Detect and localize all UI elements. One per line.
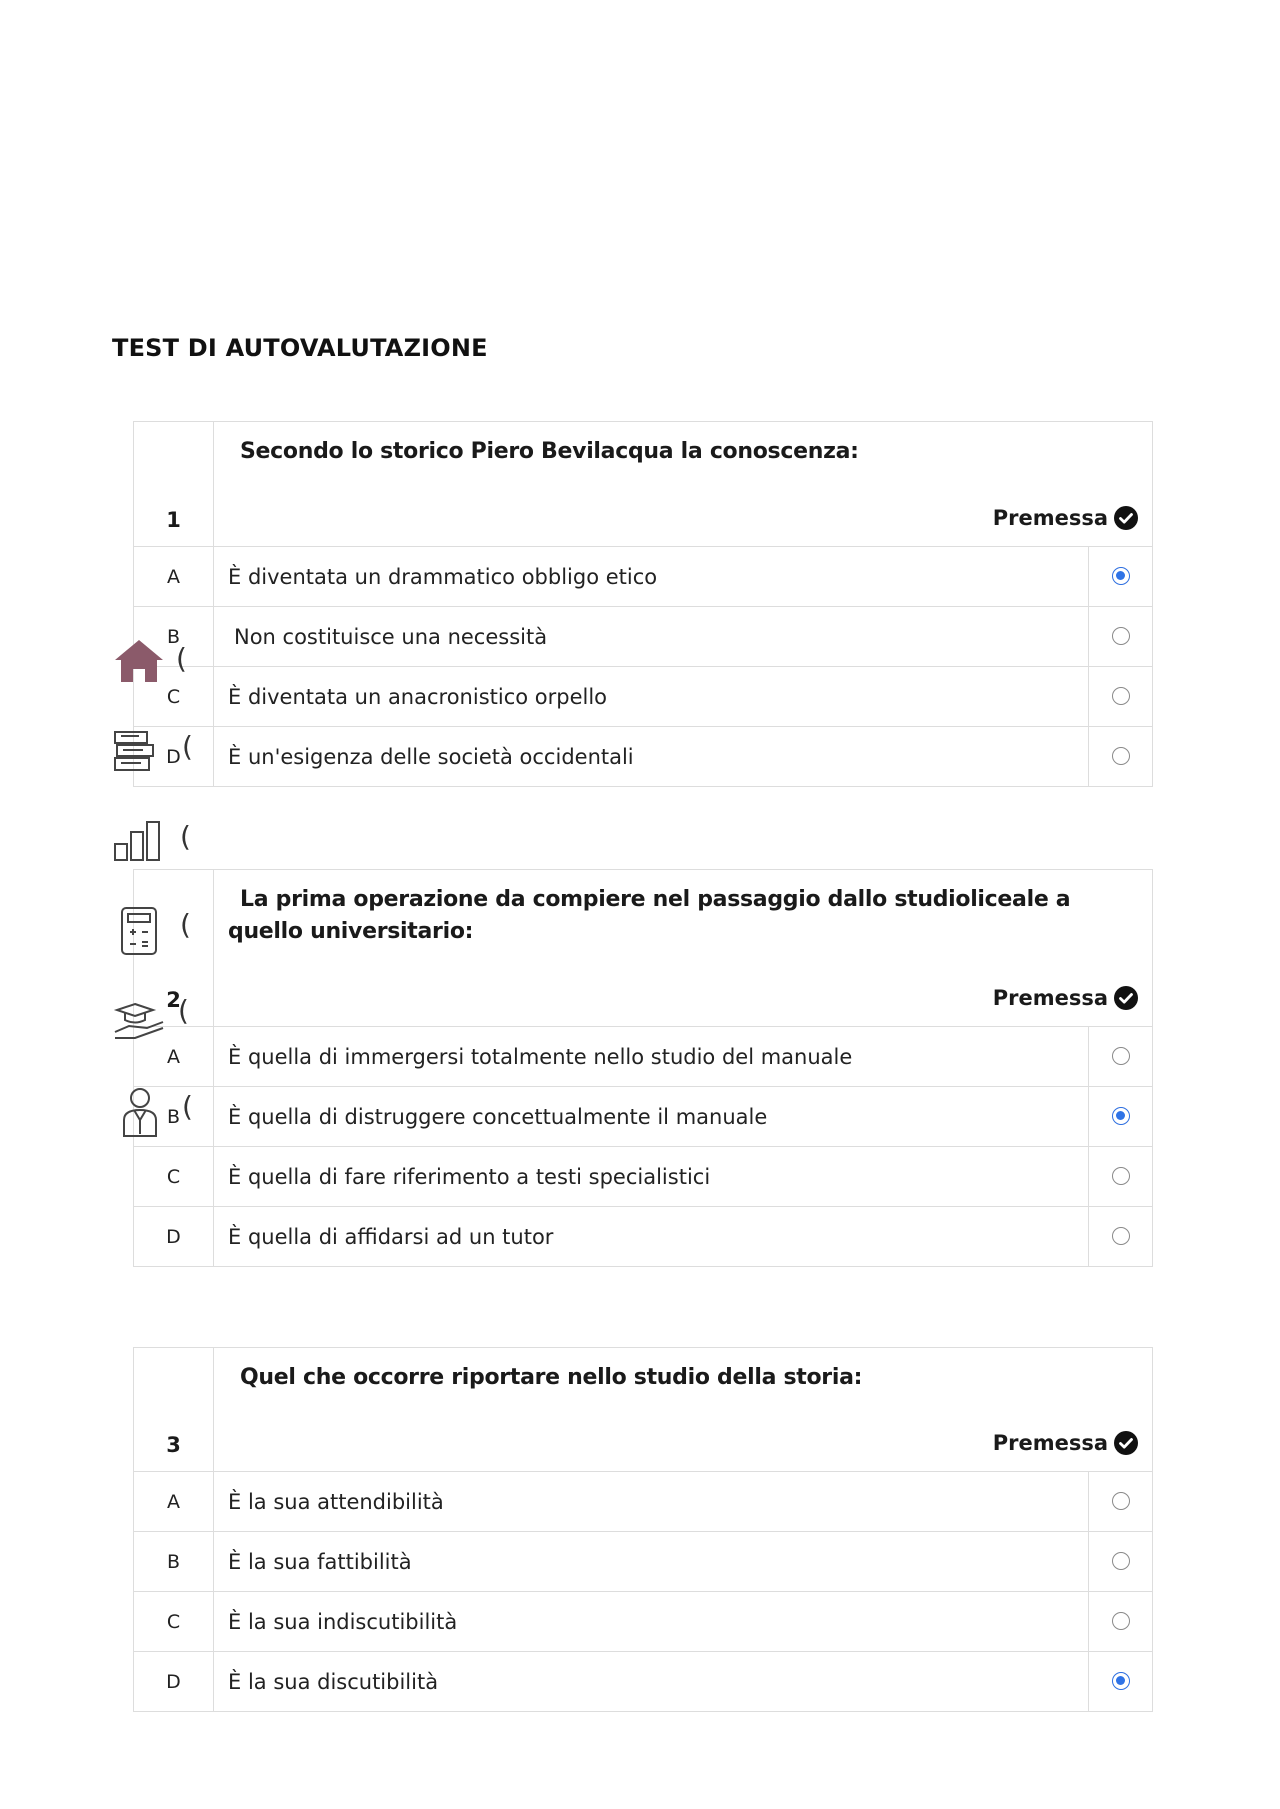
option-row[interactable] <box>134 1027 1153 1087</box>
side-marker: ( <box>176 642 187 675</box>
premessa-label: Premessa <box>992 986 1108 1010</box>
option-letter: D <box>134 727 214 787</box>
doctor-icon[interactable] <box>120 1086 160 1138</box>
option-row[interactable] <box>134 1592 1153 1652</box>
question-text: Secondo lo storico Piero Bevilacqua la conoscenza: <box>240 439 859 464</box>
option-row[interactable] <box>134 1147 1153 1207</box>
option-letter: D <box>134 1652 214 1712</box>
option-radio[interactable] <box>1112 567 1130 585</box>
option-row[interactable] <box>134 607 1153 667</box>
check-circle-icon <box>1114 1431 1138 1455</box>
option-row[interactable] <box>134 667 1153 727</box>
option-text: È diventata un anacronistico orpello <box>214 667 1089 727</box>
question-number: 3 <box>134 1348 214 1472</box>
page-title: TEST DI AUTOVALUTAZIONE <box>112 334 488 362</box>
option-radio[interactable] <box>1112 1612 1130 1630</box>
option-text: È la sua fattibilità <box>214 1532 1089 1592</box>
option-row[interactable] <box>134 727 1153 787</box>
premessa-label: Premessa <box>992 506 1108 530</box>
question-text: Quel che occorre riportare nello studio della storia: <box>240 1365 863 1390</box>
option-text: È quella di fare riferimento a testi specialistici <box>214 1147 1089 1207</box>
option-row[interactable] <box>134 1532 1153 1592</box>
side-marker: ( <box>180 908 191 941</box>
graduation-hand-icon[interactable] <box>113 998 169 1040</box>
premessa-badge[interactable] <box>993 1431 1138 1455</box>
option-letter: A <box>134 1027 214 1087</box>
option-radio[interactable] <box>1112 627 1130 645</box>
home-icon[interactable] <box>113 638 165 684</box>
side-marker: ( <box>178 994 189 1027</box>
option-text: È quella di immergersi totalmente nello studio del manuale <box>214 1027 1089 1087</box>
option-radio[interactable] <box>1112 687 1130 705</box>
option-text: È diventata un drammatico obbligo etico <box>214 547 1089 607</box>
option-row[interactable] <box>134 1472 1153 1532</box>
question-text: La prima operazione da compiere nel passaggio dallo studioliceale a quello universitario: <box>228 887 1071 944</box>
option-radio[interactable] <box>1112 1492 1130 1510</box>
question-header <box>214 870 1153 1027</box>
option-letter: B <box>134 1087 214 1147</box>
calculator-icon[interactable] <box>120 906 160 958</box>
question-block-3 <box>133 1347 1153 1712</box>
check-circle-icon <box>1114 506 1138 530</box>
option-letter: B <box>134 607 214 667</box>
option-row[interactable] <box>134 1087 1153 1147</box>
question-number: 2 <box>134 870 214 1027</box>
option-radio[interactable] <box>1112 1672 1130 1690</box>
option-letter: B <box>134 1532 214 1592</box>
option-radio[interactable] <box>1112 1107 1130 1125</box>
option-letter: C <box>134 1592 214 1652</box>
option-letter: A <box>134 1472 214 1532</box>
option-text: È un'esigenza delle società occidentali <box>214 727 1089 787</box>
question-number: 1 <box>134 422 214 547</box>
option-letter: C <box>134 1147 214 1207</box>
bar-chart-icon[interactable] <box>113 820 165 862</box>
option-row[interactable] <box>134 547 1153 607</box>
option-radio[interactable] <box>1112 1552 1130 1570</box>
side-marker: ( <box>180 820 191 853</box>
option-row[interactable] <box>134 1207 1153 1267</box>
option-text: È quella di affidarsi ad un tutor <box>214 1207 1089 1267</box>
option-letter: A <box>134 547 214 607</box>
option-row[interactable] <box>134 1652 1153 1712</box>
premessa-badge[interactable] <box>993 986 1138 1010</box>
check-circle-icon <box>1114 986 1138 1010</box>
side-marker: ( <box>182 730 193 763</box>
option-letter: D <box>134 1207 214 1267</box>
option-radio[interactable] <box>1112 1047 1130 1065</box>
premessa-label: Premessa <box>992 1431 1108 1455</box>
option-text: È la sua attendibilità <box>214 1472 1089 1532</box>
option-radio[interactable] <box>1112 747 1130 765</box>
books-icon[interactable] <box>113 730 163 774</box>
option-letter: C <box>134 667 214 727</box>
option-radio[interactable] <box>1112 1167 1130 1185</box>
option-radio[interactable] <box>1112 1227 1130 1245</box>
question-block-1 <box>133 421 1153 787</box>
premessa-badge[interactable] <box>993 506 1138 530</box>
option-text: È la sua discutibilità <box>214 1652 1089 1712</box>
side-marker: ( <box>182 1090 193 1123</box>
option-text: È quella di distruggere concettualmente il manuale <box>214 1087 1089 1147</box>
option-text: Non costituisce una necessità <box>214 607 1089 667</box>
question-block-2 <box>133 869 1153 1267</box>
option-text: È la sua indiscutibilità <box>214 1592 1089 1652</box>
question-header <box>214 422 1153 547</box>
question-header <box>214 1348 1153 1472</box>
